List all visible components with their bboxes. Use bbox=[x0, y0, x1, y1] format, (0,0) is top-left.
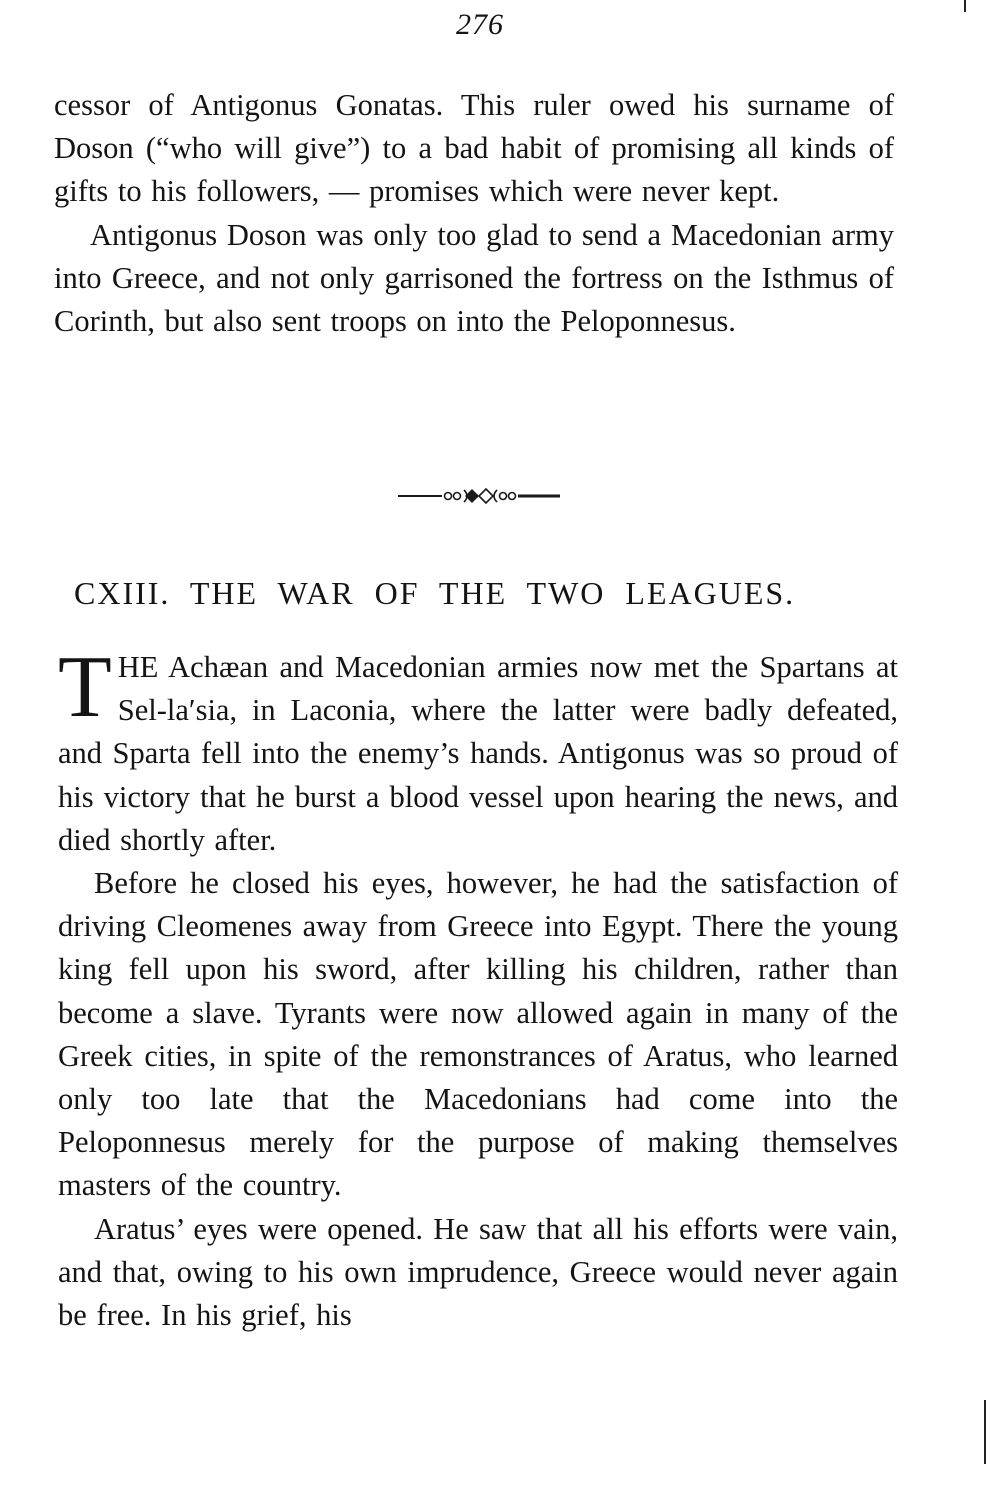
paragraph: Aratus’ eyes were opened. He saw that all his efforts were vain, and that, owing to his own imprudence, Greece would never again be free. In his grief, his bbox=[58, 1211, 898, 1333]
drop-cap: T bbox=[58, 639, 112, 736]
scan-edge-mark bbox=[964, 0, 966, 12]
paragraph: cessor of Antigonus Gonatas. This ruler owed his surname of Doson (“who will give”) to a bad habit of promising all kinds of gifts to his followers, — promises which were never kept. bbox=[54, 88, 894, 209]
continued-text bbox=[54, 84, 894, 343]
chapter-text bbox=[58, 639, 898, 1337]
chapter-heading: CXIII. THE WAR OF THE TWO LEAGUES. bbox=[74, 575, 796, 611]
ornamental-divider-icon bbox=[398, 484, 560, 508]
scan-edge-mark bbox=[984, 1400, 986, 1464]
paragraph: Antigonus Doson was only too glad to send a Macedonian army into Greece, and not only garrisoned the fortress on the Isthmus of Corinth, but also sent troops on into the Peloponnesus. bbox=[54, 217, 894, 339]
opening-paragraph-text: HE Achæan and Macedonian armies now met the Spartans at Sel-la′sia, in Laconia, where the latter were badly defeated, and Sparta fell into the enemy’s hands. Antigonus was so proud of his victory that he burst a blood vessel upon hearing the news, and died shortly after. bbox=[58, 650, 898, 857]
paragraph: Before he closed his eyes, however, he had the satisfaction of driving Cleomenes away from Greece into Egypt. There the young king fell upon his sword, after killing his children, rather than become a slave. Tyrants were now allowed again in many of the Greek cities, in spite of the remonstrances of Aratus, who learned only too late that the Macedonians had come into the Peloponnesus merely for the purpose of making themselves masters of the country. bbox=[58, 866, 898, 1203]
page-number: 276 bbox=[456, 8, 504, 41]
opening-paragraph bbox=[58, 639, 898, 862]
